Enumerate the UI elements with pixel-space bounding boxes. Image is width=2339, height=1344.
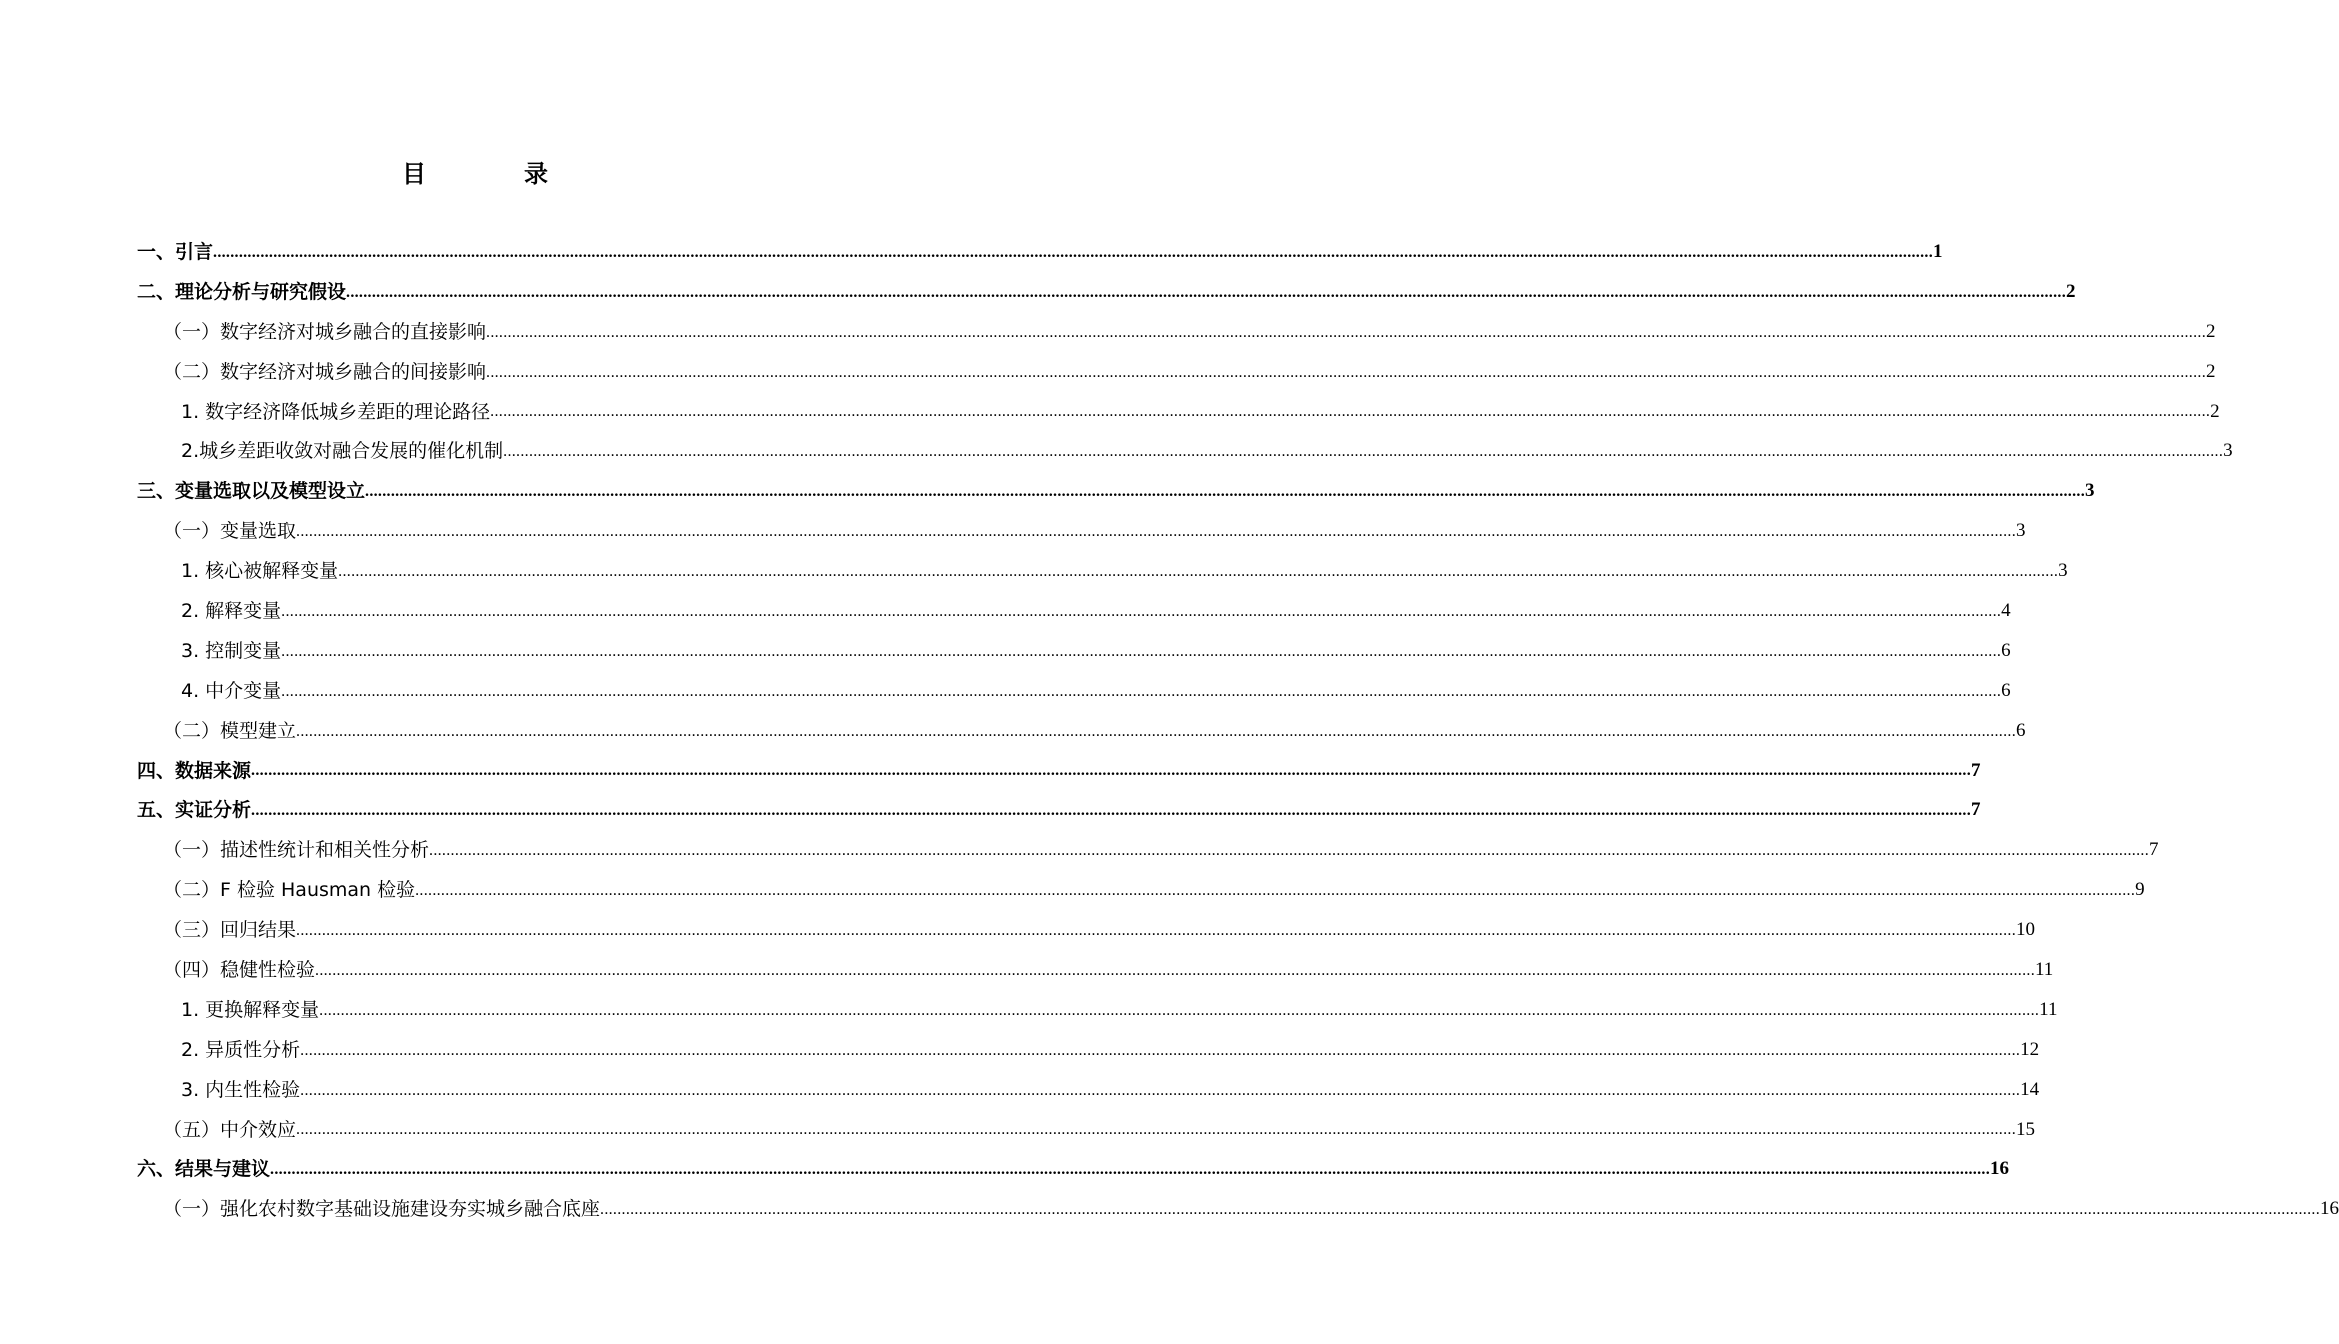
toc-dot-leader: ................................................................................................................................................................................................................................................................................................................................................................................................................ <box>296 1121 2017 1139</box>
toc-dot-leader: ................................................................................................................................................................................................................................................................................................................................................................................................................ <box>281 642 2002 660</box>
toc-dot-leader: ................................................................................................................................................................................................................................................................................................................................................................................................................ <box>213 243 1934 261</box>
toc-entry-title: 2.城乡差距收敛对融合发展的催化机制 <box>181 440 504 463</box>
toc-page-number: 9 <box>2135 879 2145 901</box>
toc-page-number: 16 <box>2320 1198 2339 1220</box>
table-of-contents <box>137 232 2339 1229</box>
toc-page-number: 2 <box>2206 360 2216 382</box>
toc-page-number: 15 <box>2016 1118 2036 1140</box>
toc-page-number: 2 <box>2206 320 2216 342</box>
toc-entry-title: （一）变量选取 <box>163 520 297 543</box>
toc-entry-title: （一）描述性统计和相关性分析 <box>163 839 430 862</box>
toc-dot-leader: ................................................................................................................................................................................................................................................................................................................................................................................................................ <box>281 602 2002 620</box>
toc-entry-title: （二）F 检验 Hausman 检验 <box>163 879 416 902</box>
toc-entry-title: 2. 异质性分析 <box>181 1038 301 1061</box>
toc-entry[interactable] <box>137 950 2054 990</box>
toc-page-number: 16 <box>1990 1158 2010 1180</box>
toc-entry-title: （三）回归结果 <box>163 919 297 942</box>
toc-page-number: 3 <box>2058 560 2068 582</box>
toc-dot-leader: ................................................................................................................................................................................................................................................................................................................................................................................................................ <box>486 323 2207 341</box>
toc-entry[interactable] <box>137 1189 2339 1229</box>
toc-page-number: 7 <box>1971 759 1981 781</box>
toc-page-number: 6 <box>2001 679 2011 701</box>
title-char-2: 录 <box>524 160 548 188</box>
toc-dot-leader: ................................................................................................................................................................................................................................................................................................................................................................................................................ <box>300 1081 2021 1099</box>
toc-entry[interactable] <box>137 312 2216 352</box>
toc-dot-leader: ................................................................................................................................................................................................................................................................................................................................................................................................................ <box>415 882 2136 900</box>
toc-entry-title: （二）数字经济对城乡融合的间接影响 <box>163 360 487 383</box>
toc-entry-title: 4. 中介变量 <box>181 679 282 702</box>
toc-dot-leader: ................................................................................................................................................................................................................................................................................................................................................................................................................ <box>251 802 1972 820</box>
toc-page-number: 2 <box>2210 400 2220 422</box>
toc-dot-leader: ................................................................................................................................................................................................................................................................................................................................................................................................................ <box>300 1041 2021 1059</box>
toc-page-number: 10 <box>2016 919 2036 941</box>
toc-entry-title: 3. 控制变量 <box>181 639 282 662</box>
toc-entry[interactable] <box>137 671 2011 711</box>
toc-entry[interactable] <box>137 272 2076 312</box>
toc-dot-leader: ................................................................................................................................................................................................................................................................................................................................................................................................................ <box>365 483 2086 501</box>
toc-entry[interactable] <box>137 232 1943 272</box>
toc-entry[interactable] <box>137 591 2011 631</box>
toc-entry[interactable] <box>137 751 1981 791</box>
toc-dot-leader: ................................................................................................................................................................................................................................................................................................................................................................................................................ <box>296 922 2017 940</box>
toc-entry-title: 三、变量选取以及模型设立 <box>137 480 366 503</box>
toc-dot-leader: ................................................................................................................................................................................................................................................................................................................................................................................................................ <box>296 523 2017 541</box>
toc-page-number: 1 <box>1933 240 1943 262</box>
toc-page-number: 7 <box>2149 839 2159 861</box>
toc-entry-title: （二）模型建立 <box>163 719 297 742</box>
toc-entry[interactable] <box>137 711 2026 751</box>
toc-entry-title: 五、实证分析 <box>137 799 252 822</box>
toc-page-number: 3 <box>2085 480 2095 502</box>
toc-entry[interactable] <box>137 511 2026 551</box>
toc-entry[interactable] <box>137 431 2233 471</box>
toc-entry[interactable] <box>137 790 1981 830</box>
toc-entry-title: 3. 内生性检验 <box>181 1078 301 1101</box>
page-title <box>0 154 950 189</box>
toc-page-number: 7 <box>1971 799 1981 821</box>
toc-entry[interactable] <box>137 352 2216 392</box>
toc-entry[interactable] <box>137 392 2220 432</box>
toc-entry-title: 一、引言 <box>137 240 214 263</box>
toc-page-number: 3 <box>2016 520 2026 542</box>
toc-entry-title: （一）数字经济对城乡融合的直接影响 <box>163 320 487 343</box>
toc-dot-leader: ................................................................................................................................................................................................................................................................................................................................................................................................................ <box>296 722 2017 740</box>
toc-entry[interactable] <box>137 1030 2040 1070</box>
toc-entry-title: 六、结果与建议 <box>137 1158 271 1181</box>
toc-entry[interactable] <box>137 990 2058 1030</box>
toc-entry-title: （四）稳健性检验 <box>163 958 316 981</box>
toc-dot-leader: ................................................................................................................................................................................................................................................................................................................................................................................................................ <box>338 563 2059 581</box>
toc-entry-title: 四、数据来源 <box>137 759 252 782</box>
toc-entry-title: 2. 解释变量 <box>181 599 282 622</box>
toc-entry[interactable] <box>137 1110 2036 1150</box>
toc-entry[interactable] <box>137 631 2011 671</box>
toc-entry[interactable] <box>137 830 2159 870</box>
toc-dot-leader: ................................................................................................................................................................................................................................................................................................................................................................................................................ <box>315 961 2036 979</box>
toc-dot-leader: ................................................................................................................................................................................................................................................................................................................................................................................................................ <box>429 842 2150 860</box>
toc-entry-title: 1. 核心被解释变量 <box>181 560 339 583</box>
toc-entry[interactable] <box>137 870 2145 910</box>
toc-entry[interactable] <box>137 1149 2010 1189</box>
toc-dot-leader: ................................................................................................................................................................................................................................................................................................................................................................................................................ <box>346 283 2067 301</box>
toc-dot-leader: ................................................................................................................................................................................................................................................................................................................................................................................................................ <box>319 1001 2040 1019</box>
toc-page-number: 4 <box>2001 599 2011 621</box>
toc-entry-title: （五）中介效应 <box>163 1118 297 1141</box>
toc-entry-title: （一）强化农村数字基础设施建设夯实城乡融合底座 <box>163 1198 601 1221</box>
toc-page-number: 12 <box>2020 1038 2040 1060</box>
toc-dot-leader: ................................................................................................................................................................................................................................................................................................................................................................................................................ <box>503 443 2224 461</box>
toc-entry-title: 二、理论分析与研究假设 <box>137 280 347 303</box>
toc-entry[interactable] <box>137 471 2095 511</box>
toc-page-number: 11 <box>2035 958 2054 980</box>
toc-entry[interactable] <box>137 551 2068 591</box>
toc-entry-title: 1. 更换解释变量 <box>181 998 320 1021</box>
title-char-1: 目 <box>402 160 426 188</box>
toc-dot-leader: ................................................................................................................................................................................................................................................................................................................................................................................................................ <box>281 682 2002 700</box>
toc-entry[interactable] <box>137 1070 2040 1110</box>
toc-page-number: 6 <box>2016 719 2026 741</box>
toc-page-number: 6 <box>2001 639 2011 661</box>
toc-dot-leader: ................................................................................................................................................................................................................................................................................................................................................................................................................ <box>490 403 2211 421</box>
toc-page-number: 3 <box>2223 440 2233 462</box>
toc-dot-leader: ................................................................................................................................................................................................................................................................................................................................................................................................................ <box>251 762 1972 780</box>
toc-dot-leader: ................................................................................................................................................................................................................................................................................................................................................................................................................ <box>486 363 2207 381</box>
toc-entry-title: 1. 数字经济降低城乡差距的理论路径 <box>181 400 491 423</box>
toc-page-number: 11 <box>2039 998 2058 1020</box>
toc-entry[interactable] <box>137 910 2036 950</box>
toc-page-number: 2 <box>2066 280 2076 302</box>
toc-dot-leader: ................................................................................................................................................................................................................................................................................................................................................................................................................ <box>270 1161 1991 1179</box>
toc-dot-leader: ................................................................................................................................................................................................................................................................................................................................................................................................................ <box>600 1201 2321 1219</box>
toc-page-number: 14 <box>2020 1078 2040 1100</box>
